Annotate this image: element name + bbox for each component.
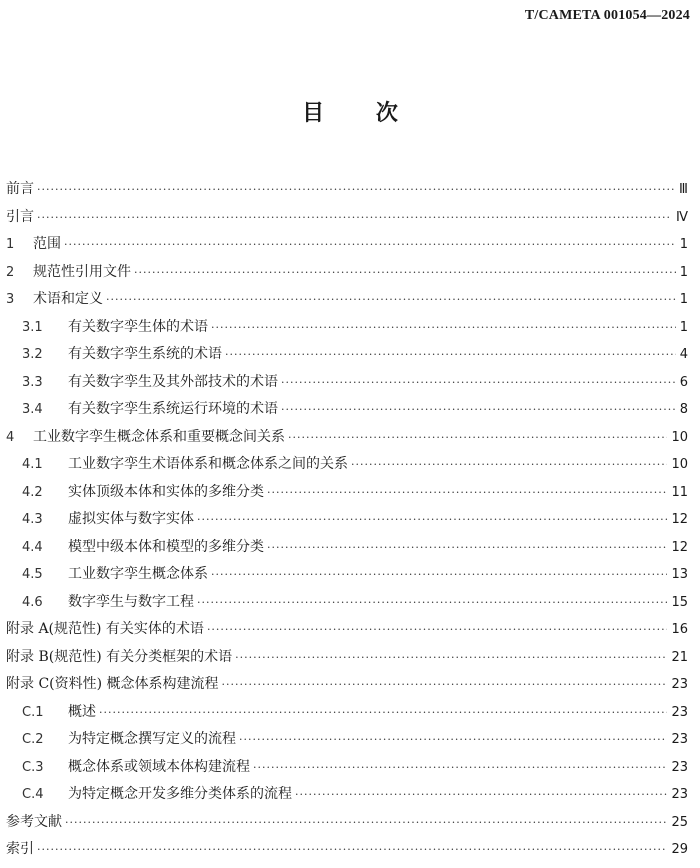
toc-entry[interactable] xyxy=(6,288,688,316)
toc-entry-title: 有关数字孪生及其外部技术的术语 xyxy=(68,373,278,390)
dot-leader xyxy=(106,293,676,306)
toc-entry-title: 为特定概念撰写定义的流程 xyxy=(68,731,236,747)
toc-entry-title: 索引 xyxy=(6,841,34,857)
toc-entry-number: 4.5 xyxy=(22,567,43,582)
toc-entry-title: 前言 xyxy=(6,181,34,197)
toc-entry-title: 有关数字孪生体的术语 xyxy=(68,318,208,335)
toc-entry-title: 有关数字孪生系统运行环境的术语 xyxy=(68,401,278,417)
toc-entry[interactable] xyxy=(6,591,688,619)
toc-entry-page: 23 xyxy=(671,759,688,775)
toc-entry[interactable] xyxy=(6,481,688,509)
toc-entry-number: 4 xyxy=(6,429,15,445)
toc-entry-number: 2 xyxy=(6,264,15,280)
toc-entry-title: 概述 xyxy=(68,703,96,720)
toc-entry-title: 引言 xyxy=(6,208,34,225)
toc-entry-title: 术语和定义 xyxy=(33,291,103,307)
toc-entry-title: 附录 B(规范性) 有关分类框架的术语 xyxy=(6,648,233,665)
toc-entry-number: 3.4 xyxy=(22,402,43,417)
toc-entry-page: Ⅲ xyxy=(679,182,688,197)
toc-entry-page: 10 xyxy=(671,429,688,445)
dot-leader xyxy=(267,486,667,499)
toc-entry-page: 12 xyxy=(671,539,688,555)
toc-entry-page: 4 xyxy=(679,347,688,362)
dot-leader xyxy=(134,266,676,279)
toc-entry-title: 概念体系或领域本体构建流程 xyxy=(68,758,250,775)
toc-entry-page: 23 xyxy=(671,677,688,692)
toc-entry-title: 工业数字孪生概念体系和重要概念间关系 xyxy=(33,428,285,445)
toc-entry-page: 8 xyxy=(679,402,688,417)
toc-entry-number: 3.2 xyxy=(22,347,43,362)
toc-entry-number: 3.3 xyxy=(22,374,43,390)
toc-entry-page: 1 xyxy=(679,319,688,335)
toc-entry-title: 参考文献 xyxy=(6,813,62,830)
toc-entry[interactable] xyxy=(6,233,688,261)
toc-entry[interactable] xyxy=(6,536,688,564)
toc-entry-number: 3 xyxy=(6,292,15,307)
dot-leader xyxy=(225,348,676,361)
toc-entry-number: 1 xyxy=(6,237,15,252)
toc-entry-title: 有关数字孪生系统的术语 xyxy=(68,346,222,362)
toc-entry[interactable] xyxy=(6,398,688,426)
table-of-contents xyxy=(6,178,688,866)
dot-leader xyxy=(295,788,667,801)
dot-leader xyxy=(211,568,667,581)
toc-entry[interactable] xyxy=(6,618,688,646)
toc-entry-page: 29 xyxy=(671,842,688,857)
toc-entry-page: 23 xyxy=(671,704,688,720)
toc-entry[interactable] xyxy=(6,811,688,839)
toc-entry[interactable] xyxy=(6,453,688,481)
dot-leader xyxy=(64,238,676,251)
toc-entry-number: C.2 xyxy=(22,732,44,747)
dot-leader xyxy=(267,541,667,554)
dot-leader xyxy=(281,376,676,389)
dot-leader xyxy=(197,596,667,609)
toc-entry[interactable] xyxy=(6,343,688,371)
dot-leader xyxy=(235,651,667,664)
toc-entry[interactable] xyxy=(6,178,688,206)
toc-entry-page: 11 xyxy=(671,484,688,500)
toc-entry-number: 4.1 xyxy=(22,457,43,472)
toc-entry-page: 23 xyxy=(671,787,688,802)
dot-leader xyxy=(288,431,667,444)
toc-entry-title: 范围 xyxy=(33,236,61,252)
toc-entry-page: 21 xyxy=(671,649,688,665)
toc-entry-number: 3.1 xyxy=(22,319,43,335)
dot-leader xyxy=(37,183,675,196)
toc-entry-page: 15 xyxy=(671,594,688,610)
toc-entry-page: 1 xyxy=(679,237,688,252)
toc-entry[interactable] xyxy=(6,316,688,344)
dot-leader xyxy=(211,321,676,334)
toc-entry[interactable] xyxy=(6,563,688,591)
toc-entry-number: 4.2 xyxy=(22,484,43,500)
toc-entry-title: 虚拟实体与数字实体 xyxy=(68,511,194,527)
toc-entry-title: 实体顶级本体和实体的多维分类 xyxy=(68,483,264,500)
toc-entry[interactable] xyxy=(6,371,688,399)
document-code: T/CAMETA 001054—2024 xyxy=(524,8,690,23)
dot-leader xyxy=(207,623,668,636)
toc-entry-page: 16 xyxy=(671,622,688,637)
toc-entry[interactable] xyxy=(6,426,688,454)
toc-entry-title: 附录 A(规范性) 有关实体的术语 xyxy=(6,621,204,637)
toc-entry-number: C.1 xyxy=(22,704,44,720)
toc-entry-number: 4.6 xyxy=(22,594,43,610)
toc-entry-title: 模型中级本体和模型的多维分类 xyxy=(68,538,264,555)
page-title: 目 次 xyxy=(302,101,398,126)
toc-entry-page: 1 xyxy=(679,292,688,307)
toc-entry-number: C.4 xyxy=(22,787,44,802)
toc-entry[interactable] xyxy=(6,701,688,729)
toc-entry-page: 23 xyxy=(671,732,688,747)
toc-entry-title: 为特定概念开发多维分类体系的流程 xyxy=(68,786,292,802)
toc-entry-page: 25 xyxy=(671,814,688,830)
toc-entry-title: 规范性引用文件 xyxy=(33,263,131,280)
toc-entry-page: 6 xyxy=(679,374,688,390)
toc-entry[interactable] xyxy=(6,508,688,536)
toc-entry-number: 4.4 xyxy=(22,539,43,555)
toc-entry-number: C.3 xyxy=(22,759,44,775)
toc-entry[interactable] xyxy=(6,838,688,866)
dot-leader xyxy=(37,211,672,224)
toc-entry-page: 12 xyxy=(671,512,688,527)
toc-entry[interactable] xyxy=(6,206,688,234)
dot-leader xyxy=(253,761,667,774)
toc-entry[interactable] xyxy=(6,673,688,701)
dot-leader xyxy=(99,706,667,719)
dot-leader xyxy=(239,733,667,746)
toc-entry[interactable] xyxy=(6,756,688,784)
dot-leader xyxy=(281,403,676,416)
toc-entry-title: 工业数字孪生术语体系和概念体系之间的关系 xyxy=(68,456,348,472)
toc-entry-title: 附录 C(资料性) 概念体系构建流程 xyxy=(6,676,219,692)
toc-entry-page: 10 xyxy=(671,457,688,472)
toc-entry-number: 4.3 xyxy=(22,512,43,527)
toc-entry-page: 13 xyxy=(671,567,688,582)
dot-leader xyxy=(222,678,668,691)
toc-entry-title: 工业数字孪生概念体系 xyxy=(68,566,208,582)
toc-entry[interactable] xyxy=(6,728,688,756)
dot-leader xyxy=(65,816,667,829)
toc-entry[interactable] xyxy=(6,261,688,289)
toc-entry-page: Ⅳ xyxy=(676,209,688,225)
toc-entry-title: 数字孪生与数字工程 xyxy=(68,593,194,610)
dot-leader xyxy=(37,843,667,856)
toc-entry[interactable] xyxy=(6,783,688,811)
toc-entry-page: 1 xyxy=(679,264,688,280)
dot-leader xyxy=(197,513,667,526)
toc-entry[interactable] xyxy=(6,646,688,674)
dot-leader xyxy=(351,458,667,471)
